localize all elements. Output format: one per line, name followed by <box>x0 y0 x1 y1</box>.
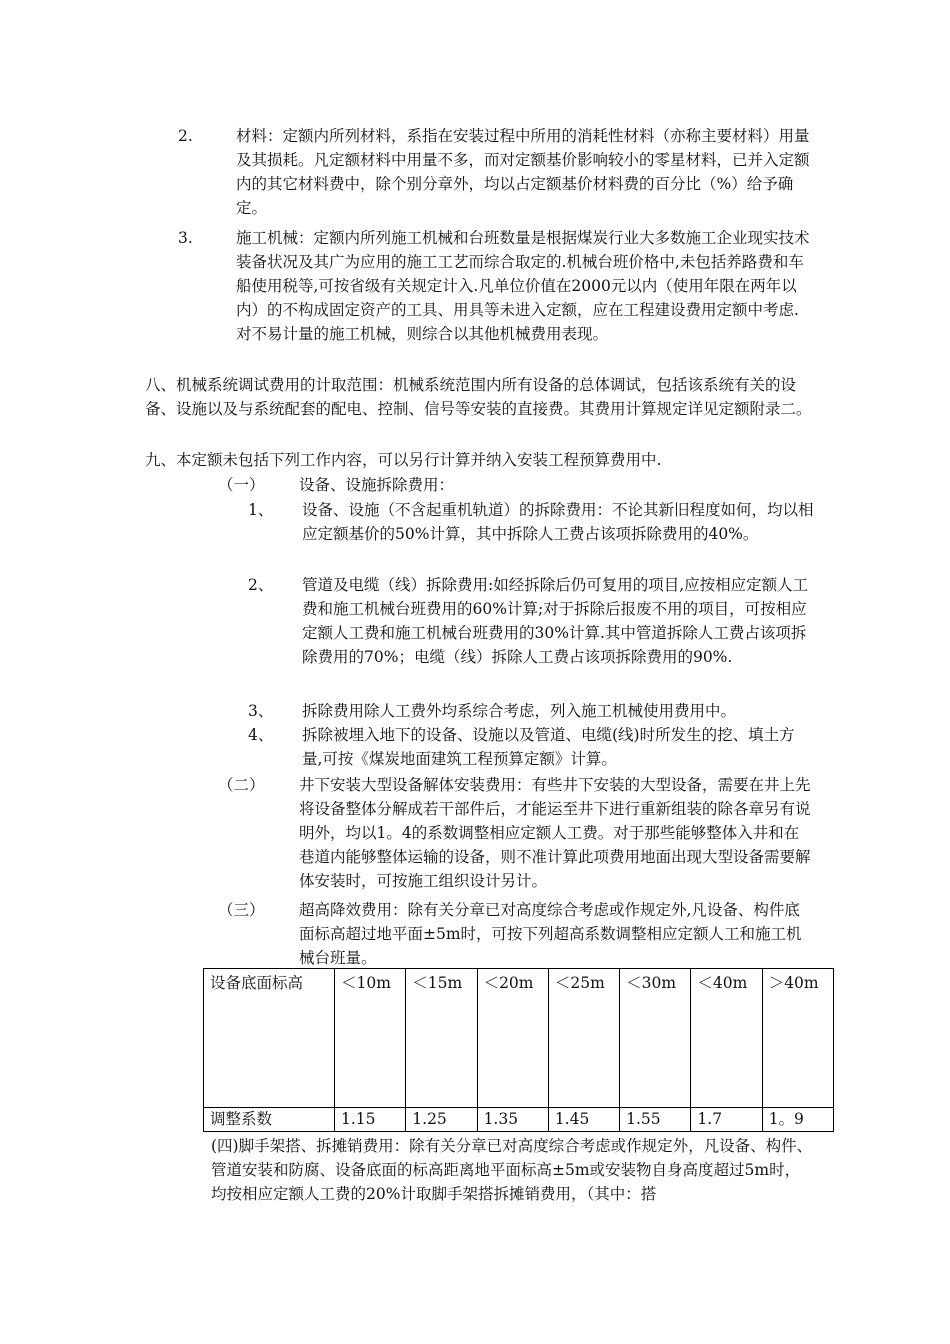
table-cell: ＜20m <box>477 969 548 1108</box>
sub-item-number: 2、 <box>248 576 274 594</box>
table-cell: 1.15 <box>335 1108 406 1132</box>
sub-item-number: 4、 <box>248 726 274 744</box>
table-cell: 1.25 <box>406 1108 477 1132</box>
subsection-text: 超高降效费用：除有关分章已对高度综合考虑或作规定外,凡设备、构件底面标高超过地平面±5m时，可按下列超高系数调整相应定额人工和施工机械台班量。 <box>299 901 802 967</box>
section-8-text: 八、机械系统调试费用的计取范围：机械系统范围内所有设备的总体调试，包括该系统有关的设备、设施以及与系统配套的配电、控制、信号等安装的直接费。其费用计算规定详见定额附录二。 <box>145 376 812 418</box>
table-cell: ＜10m <box>335 969 406 1108</box>
sub-item-number: 1、 <box>248 501 274 519</box>
table-row <box>204 969 834 1108</box>
sub-item-text: 设备、设施（不含起重机轨道）的拆除费用：不论其新旧程度如何，均以相应定额基价的50%计算，其中拆除人工费占该项拆除费用的40%。 <box>302 501 814 543</box>
table-cell: ＜40m <box>691 969 762 1108</box>
table-row <box>204 1108 834 1132</box>
subsection-number: （二） <box>218 776 265 794</box>
table-cell: 1。9 <box>762 1108 833 1132</box>
item-text-materials: 材料：定额内所列材料，系指在安装过程中所用的消耗性材料（亦称主要材料）用量及其损耗。凡定额材料中用量不多，而对定额基价影响较小的零星材料，已并入定额内的其它材料费中，除个别分章外，均以占定额基价材料费的百分比（%）给予确定。 <box>236 127 810 217</box>
subsection-text: 井下安装大型设备解体安装费用：有些井下安装的大型设备，需要在井上先将设备整体分解成若干部件后，才能运至井下进行重新组装的除各章另有说明外，均以1。4的系数调整相应定额人工费。对于那些能够整体入井和在巷道内能够整体运输的设备，则不准计算此项费用地面出现大型设备需要解体安装时，可按施工组织设计另计。 <box>299 776 811 890</box>
table-cell: ＜30m <box>620 969 691 1108</box>
table-cell: 1.7 <box>691 1108 762 1132</box>
item-number: 2. <box>178 127 193 145</box>
sub-item-text: 管道及电缆（线）拆除费用:如经拆除后仍可复用的项目,应按相应定额人工费和施工机械台班费用的60%计算;对于拆除后报废不用的项目，可按相应定额人工费和施工机械台班费用的30%计算.其中管道拆除人工费占该项拆除费用的70%；电缆（线）拆除人工费占该项拆除费用的90%. <box>302 576 809 666</box>
section-9-text: 九、本定额未包括下列工作内容，可以另行计算并纳入安装工程预算费用中. <box>145 451 662 469</box>
subsection-number: （一） <box>218 476 265 494</box>
item-text-machinery: 施工机械：定额内所列施工机械和台班数量是根据煤炭行业大多数施工企业现实技术装备状况及其广为应用的施工工艺而综合取定的.机械台班价格中,未包括养路费和车船使用税等,可按省级有关规定计入.凡单位价值在2000元以内（使用年限在两年以内）的不构成固定资产的工具、用具等未进入定额，应在工程建设费用定额中考虑.对不易计量的施工机械，则综合以其他机械费用表现。 <box>236 229 810 343</box>
table-cell: 1.55 <box>620 1108 691 1132</box>
sub-item-text: 拆除费用除人工费外均系综合考虑，列入施工机械使用费用中。 <box>302 702 737 720</box>
table-cell: ＜25m <box>548 969 619 1108</box>
subsection-title: 设备、设施拆除费用： <box>299 476 455 494</box>
subsection-text: (四)脚手架搭、拆摊销费用：除有关分章已对高度综合考虑或作规定外，凡设备、构件、管道安装和防腐、设备底面的标高距离地平面标高±5m或安装物自身高度超过5m时，均按相应定额人工费的20%计取脚手架搭拆摊销费用，（其中：搭 <box>211 1137 813 1203</box>
sub-item-text: 拆除被埋入地下的设备、设施以及管道、电缆(线)时所发生的挖、填土方量,可按《煤炭地面建筑工程预算定额》计算。 <box>302 726 795 768</box>
table-cell: ＞40m <box>762 969 833 1108</box>
table-cell: 1.35 <box>477 1108 548 1132</box>
table-cell: 设备底面标高 <box>204 969 335 1108</box>
table-cell: 1.45 <box>548 1108 619 1132</box>
table-cell: ＜15m <box>406 969 477 1108</box>
subsection-number: （三） <box>218 901 265 919</box>
height-coefficient-table <box>203 968 834 1132</box>
item-number: 3. <box>178 229 193 247</box>
table-cell: 调整系数 <box>204 1108 335 1132</box>
sub-item-number: 3、 <box>248 702 274 720</box>
